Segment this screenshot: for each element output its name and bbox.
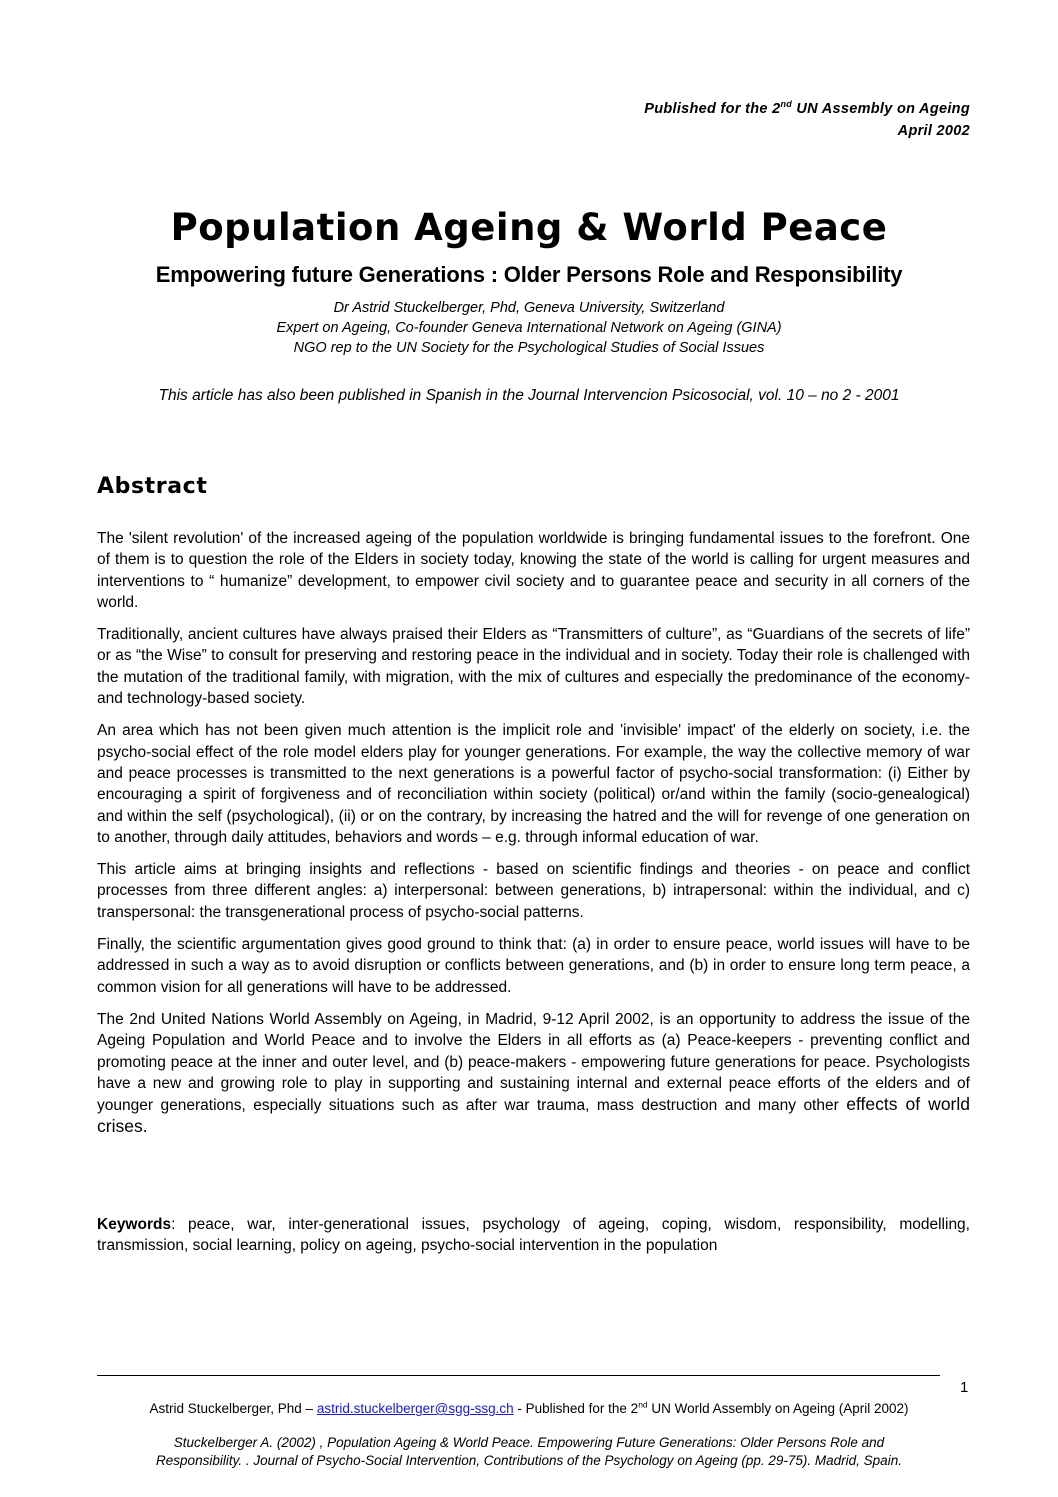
also-published-note: This article has also been published in Spanish in the Journal Intervencion Psicosocial, vol. 10 – no 2 - 2001 [158, 387, 900, 404]
abstract-heading: Abstract [97, 474, 208, 499]
abstract-paragraph: Traditionally, ancient cultures have always praised their Elders as “Transmitters of culture”, as “Guardians of the secrets of life” or as “the Wise” to consult for preserving and restoring peace in the individual and in society. Today their role is challenged with the mutation of the traditional family, with migration, with the mix of cultures and especially the predominance of the economy- and technology-based society. [97, 626, 970, 708]
paper-subtitle: Empowering future Generations : Older Persons Role and Responsibility [155, 262, 903, 287]
abstract-paragraph: The 'silent revolution' of the increased ageing of the population worldwide is bringing fundamental issues to the forefront. One of them is to question the role of the Elders in society today, knowing the state of the world is calling for urgent measures and interventions to “ humanize” development, to empower civil society and to guarantee peace and security in all corners of the world. [97, 530, 970, 611]
footer-rule [97, 1375, 940, 1376]
page-number: 1 [960, 1379, 969, 1396]
keywords-text: : peace, war, inter-generational issues, psychology of ageing, coping, wisdom, responsibility, modelling, transmission, social learning, policy on ageing, psycho-social intervention in the population [97, 1216, 970, 1254]
author-line: Dr Astrid Stuckelberger, Phd, Geneva University, Switzerland [333, 300, 725, 316]
author-email-link[interactable]: astrid.stuckelberger@sgg-ssg.ch [316, 1401, 514, 1416]
abstract-paragraph: The 2nd United Nations World Assembly on Ageing, in Madrid, 9-12 April 2002, is an opportunity to address the issue of the Ageing Population and World Peace and to involve the Elders in all efforts as (a) Peace-keepers - preventing conflict and promoting peace at the inner and outer level, and (b) peace-makers - empowering future generations for peace. Psychologists have a new and growing role to play in supporting and sustaining internal and external peace efforts of the elders and of younger generations, especially situations such as after war trauma, mass destruction and many other effects of world crises. [97, 1010, 970, 1137]
keywords [97, 1214, 970, 1256]
paper-title: Population Ageing & World Peace [170, 206, 888, 249]
abstract-body [97, 528, 970, 1150]
author-block [0, 298, 1058, 358]
publication-date: April 2002 [897, 123, 970, 139]
publication-note [644, 98, 970, 142]
footer-citation [0, 1434, 1058, 1470]
abstract-paragraph: Finally, the scientific argumentation gives good ground to think that: (a) in order to ensure peace, world issues will have to be addressed in such a way as to avoid disruption or conflicts between generations, and (b) in order to ensure long term peace, a common vision for all generations will have to be addressed. [97, 936, 970, 996]
citation-line: Responsibility. . Journal of Psycho-Social Intervention, Contributions of the Psychology on Ageing (pp. 29-75). Madrid, Spain. [156, 1453, 902, 1468]
published-line: Published for the 2nd UN Assembly on Ageing [644, 99, 970, 117]
abstract-paragraph: An area which has not been given much attention is the implicit role and 'invisible' impact' of the elderly on society, i.e. the psycho-social effect of the role model elders play for younger generations. For example, the way the collective memory of war and peace processes is transmitted to the next generations is a powerful factor of psycho-social transformation: (i) Either by encouraging a spirit of forgiveness and of reconciliation within society (political) or/and within the family (socio-genealogical) and within the self (psychological), (ii) or on the contrary, by increasing the hatred and the will for revenge of one generation on to another, through daily attitudes, behaviors and words – e.g. through informal education of war. [97, 722, 970, 846]
abstract-paragraph: This article aims at bringing insights and reflections - based on scientific findings and theories - on peace and conflict processes from three different angles: a) interpersonal: between generations, b) intrapersonal: within the individual, and c) transpersonal: the transgenerational process of psycho-social patterns. [97, 861, 970, 921]
author-line: NGO rep to the UN Society for the Psychological Studies of Social Issues [293, 340, 765, 356]
keywords-label: Keywords [97, 1216, 172, 1233]
citation-line: Stuckelberger A. (2002) , Population Ageing & World Peace. Empowering Future Generations: Older Persons Role and [173, 1435, 885, 1450]
author-line: Expert on Ageing, Co-founder Geneva International Network on Ageing (GINA) [276, 320, 782, 336]
footer-author-line: Astrid Stuckelberger, Phd – astrid.stuckelberger@sgg-ssg.ch - Published for the 2nd UN World Assembly on Ageing (April 2002) [149, 1399, 909, 1416]
